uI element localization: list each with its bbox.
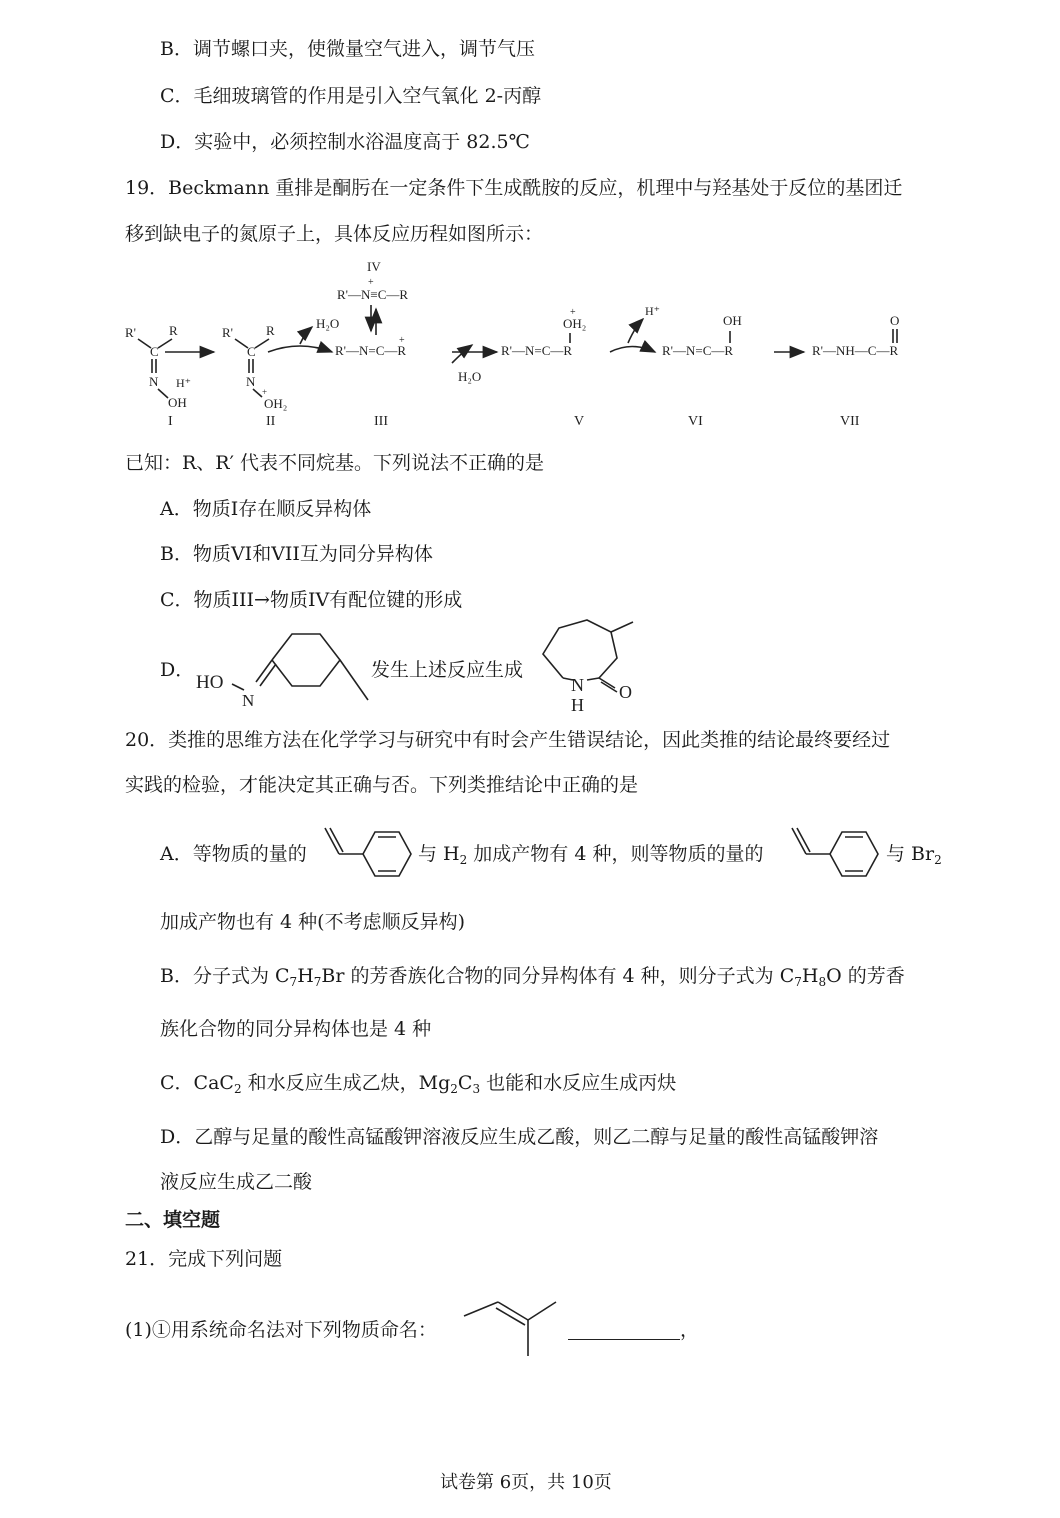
compound-vii [812,313,899,429]
svg-text:R: R [266,323,275,338]
q18-option-d: D．实验中，必须控制水浴温度高于 82.5℃ [160,131,530,153]
q20-option-a-part4: 与 $Br_2$ [886,843,942,867]
svg-text:N: N [149,374,159,389]
svg-text:C: C [247,344,256,359]
q19-stem-line1: 19．Beckmann 重排是酮肟在一定条件下生成酰胺的反应，机理中与羟基处于反位的基团迁 [125,177,903,199]
q19-known: 已知：R、R′ 代表不同烷基。下列说法不正确的是 [125,452,544,474]
q19-option-d-prefix: D． [160,659,195,681]
q20-option-a-part1: A．等物质的量的 [160,843,307,865]
svg-text:VI: VI [688,414,703,429]
q20-option-c: C．CaC$_2$ 和水反应生成乙炔，$Mg_2C_3$ 也能和水反应生成丙炔 [160,1072,677,1096]
svg-text:R': R' [125,325,137,340]
svg-text:OH₂: OH₂ [264,396,288,411]
svg-text:C: C [150,344,159,359]
q18-option-b: B．调节螺口夹，使微量空气进入，调节气压 [160,38,535,60]
svg-text:II: II [266,414,276,429]
beckmann-scheme [0,255,1060,435]
q20-stem-line1: 20．类推的思维方法在化学学习与研究中有时会产生错误结论，因此类推的结论最终要经过 [125,729,891,751]
svg-text:R'—NH—C—R: R'—NH—C—R [812,343,899,358]
svg-text:N: N [242,691,255,710]
svg-text:OH: OH [168,395,187,410]
compound-iv [337,259,408,302]
svg-text:HO: HO [196,672,224,693]
section-title: 二、填空题 [125,1209,221,1231]
q21-part1: (1)①用系统命名法对下列物质命名： [125,1319,437,1341]
svg-text:R'—N=C—R: R'—N=C—R [501,343,573,358]
svg-text:H₂O: H₂O [316,316,340,331]
q18-option-c: C．毛细玻璃管的作用是引入空气氧化 2-丙醇 [160,85,542,107]
svg-text:IV: IV [367,259,381,274]
svg-text:O: O [619,682,632,702]
svg-text:V: V [574,414,585,429]
q20-option-a-line2: 加成产物也有 4 种(不考虑顺反异构) [160,911,465,933]
vinylcyclohexadiene-structure-2 [782,824,882,884]
vinylcyclohexadiene-structure-1 [315,824,415,884]
q21-stem: 21．完成下列问题 [125,1248,283,1270]
svg-text:R': R' [222,325,234,340]
compound-vi [662,313,742,429]
q20-stem-line2: 实践的检验，才能决定其正确与否。下列类推结论中正确的是 [125,774,639,796]
oxime-structure [192,620,382,710]
svg-text:H⁺: H⁺ [176,376,191,390]
compound-iii [335,335,406,429]
svg-text:+: + [399,335,405,346]
page-footer: 试卷第 6页，共 10页 [440,1472,612,1493]
q20-option-b-line2: 族化合物的同分异构体也是 4 种 [160,1018,432,1040]
svg-text:N: N [571,675,584,695]
svg-text:OH₂: OH₂ [563,316,587,331]
svg-text:I: I [168,414,173,429]
svg-text:O: O [890,313,900,328]
q20-option-d-line2: 液反应生成乙二酸 [160,1171,313,1193]
q19-option-a: A．物质I存在顺反异构体 [160,498,372,520]
svg-text:+: + [368,277,374,288]
compound-v [501,307,586,429]
compound-ii [222,323,287,429]
q19-option-b: B．物质VI和VII互为同分异构体 [160,543,433,565]
q19-stem-line2: 移到缺电子的氮原子上，具体反应历程如图所示： [125,223,544,245]
svg-text:VII: VII [840,414,860,429]
lactam-structure [535,618,665,718]
q19-option-c: C．物质III→物质IV有配位键的形成 [160,589,463,611]
svg-text:H: H [571,695,584,715]
q20-option-d-line1: D．乙醇与足量的酸性高锰酸钾溶液反应生成乙酸，则乙二醇与足量的酸性高锰酸钾溶 [160,1126,879,1148]
svg-text:+: + [570,307,576,318]
svg-text:N: N [246,374,256,389]
svg-text:+: + [262,387,268,397]
q20-option-a-part2: 与 $H_2$ 加成产物有 4 种，则等物质的量的 [418,843,764,867]
q19-option-d-text: 发生上述反应生成 [371,659,524,681]
svg-text:R'—N≡C—R: R'—N≡C—R [337,287,409,302]
compound-i [125,323,191,429]
svg-text:R'—N=C—R: R'—N=C—R [335,343,407,358]
svg-text:R'—N=C—R: R'—N=C—R [662,343,734,358]
q21-answer-blank[interactable]: ， [528,1318,699,1342]
svg-text:H₂O: H₂O [458,369,482,384]
svg-text:H⁺: H⁺ [645,304,660,318]
svg-text:R: R [169,323,178,338]
q20-option-b-line1: B．分子式为 $C_7H_7Br$ 的芳香族化合物的同分异构体有 4 种，则分子式为 $C_7H_8O$ 的芳香 [160,965,905,989]
svg-text:OH: OH [723,313,742,328]
svg-text:III: III [374,414,388,429]
